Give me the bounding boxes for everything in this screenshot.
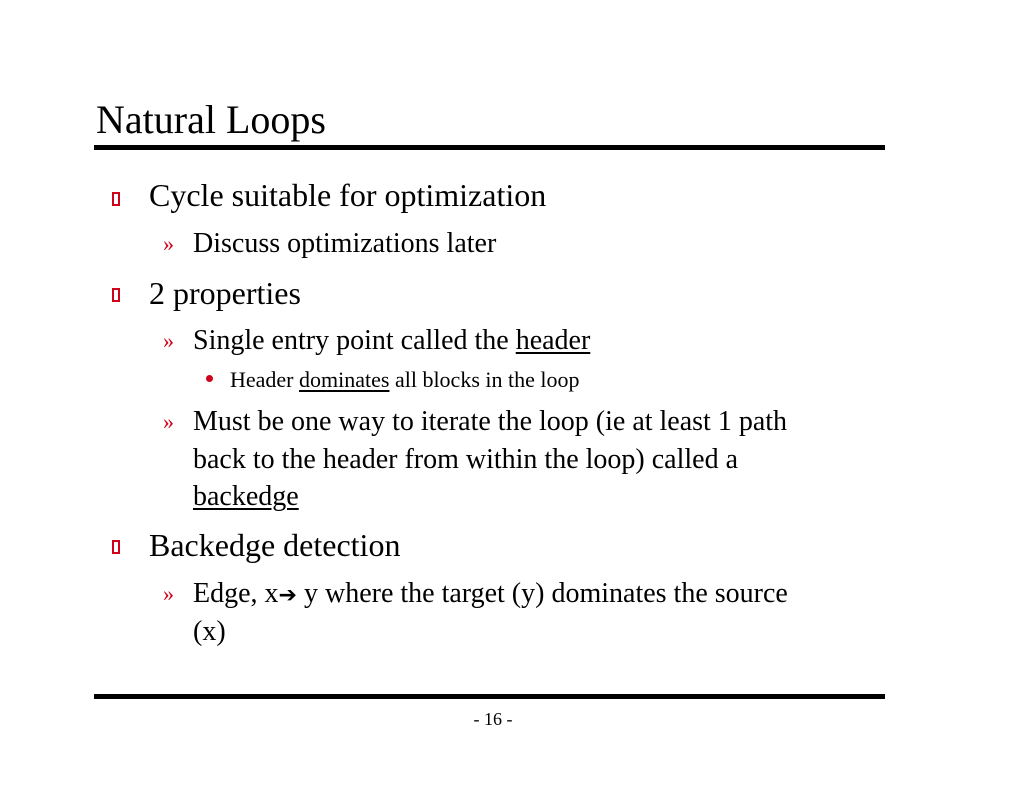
page-number: - 16 - bbox=[473, 709, 513, 729]
sub-bullet-iterate-line3 bbox=[193, 478, 299, 516]
sub-bullet-marker-icon: » bbox=[163, 328, 174, 353]
sub-bullet-iterate-line1: Must be one way to iterate the loop (ie at least 1 path bbox=[193, 406, 788, 437]
bullet-box-icon bbox=[112, 540, 120, 554]
sub-bullet-edge-line2: (x) bbox=[193, 616, 226, 647]
sub-bullet-discuss-optimizations: Discuss optimizations later bbox=[193, 228, 497, 259]
right-arrow-icon: ➔ bbox=[278, 583, 297, 608]
title-divider bbox=[94, 145, 885, 150]
slide-title: Natural Loops bbox=[96, 97, 326, 142]
sub-bullet-single-entry bbox=[193, 322, 590, 360]
edge-suffix: y where the target (y) dominates the source bbox=[296, 578, 788, 609]
sub-bullet-marker-icon: » bbox=[163, 581, 174, 606]
term-dominates: dominates bbox=[299, 367, 390, 392]
bullet-backedge-detection: Backedge detection bbox=[149, 527, 401, 563]
footer-divider bbox=[94, 694, 885, 699]
edge-prefix: Edge, x bbox=[193, 578, 279, 609]
point-header-dominates bbox=[230, 366, 579, 394]
sub-bullet-iterate-line2: back to the header from within the loop) called a bbox=[193, 444, 739, 475]
bullet-2-properties: 2 properties bbox=[149, 275, 301, 311]
bullet-box-icon bbox=[112, 192, 120, 206]
term-backedge: backedge bbox=[193, 481, 299, 512]
point-header-suffix: all blocks in the loop bbox=[389, 367, 580, 392]
term-header: header bbox=[515, 325, 591, 356]
bullet-cycle-suitable: Cycle suitable for optimization bbox=[149, 177, 547, 213]
bullet-box-icon bbox=[112, 288, 120, 302]
point-header-prefix: Header bbox=[230, 367, 300, 392]
sub-bullet-single-entry-text: Single entry point called the bbox=[193, 325, 516, 356]
sub-bullet-marker-icon: » bbox=[163, 409, 174, 434]
dot-bullet-icon bbox=[206, 375, 213, 382]
sub-bullet-edge-line1 bbox=[193, 575, 788, 615]
sub-bullet-marker-icon: » bbox=[163, 231, 174, 256]
